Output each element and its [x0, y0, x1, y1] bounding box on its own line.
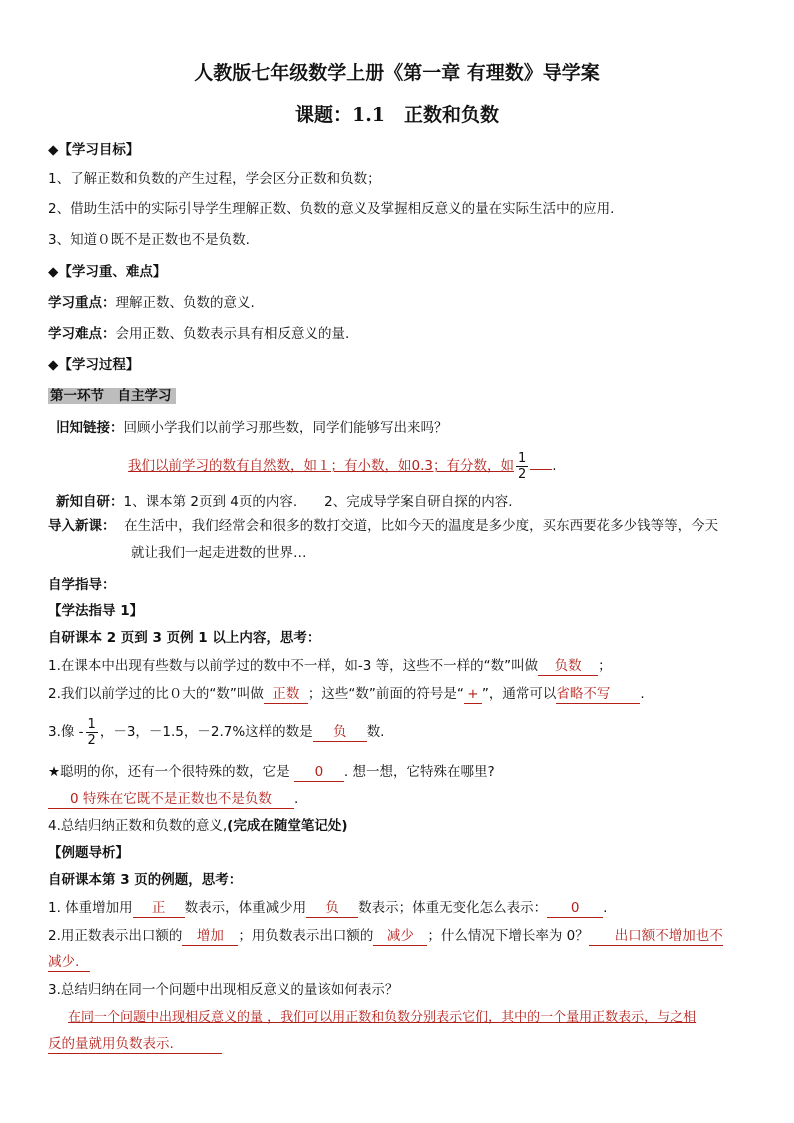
answer-blank: + — [464, 686, 482, 704]
difficult-point-label: 学习难点： — [48, 326, 116, 342]
document-title: 人教版七年级数学上册《第一章 有理数》导学案 — [194, 62, 600, 84]
key-point-text: 理解正数、负数的意义. — [115, 295, 255, 311]
star-question: ★聪明的你，还有一个很特殊的数，它是 0 . 想一想，它特殊在哪里? — [48, 764, 495, 780]
key-point-label: 学习重点： — [48, 295, 116, 311]
answer-blank: 正 — [133, 900, 185, 918]
answer-blank: 负 — [313, 724, 367, 742]
example-question-1: 1. 体重增加用 正 数表示，体重减少用 负 数表示；体重无变化怎么表示： 0 . — [48, 900, 608, 916]
answer-blank: 负 — [306, 900, 358, 918]
example-answer-3: 在同一个问题中出现相反意义的量 ，我们可以用正数和负数分别表示它们，其中的一个量用正数表示，与之相 — [68, 1010, 697, 1025]
process-heading: ◆【学习过程】 — [48, 357, 140, 373]
answer-blank: 出口额不增加也不 — [589, 928, 723, 946]
answer-blank: 减少 — [373, 928, 427, 946]
answer-blank: 省略不写 — [556, 686, 640, 704]
question-2: 2.我们以前学过的比０大的“数”叫做 正数 ；这些“数”前面的符号是“ + ”，通常可以省略不写 . — [48, 686, 645, 702]
review-answer-row: 我们以前学习的数有自然数，如１；有小数，如0.3；有分数，如 $\frac{1}{2}$ . — [128, 450, 557, 482]
star-answer-row: 0 特殊在它既不是正数也不是负数 . — [48, 789, 754, 809]
example-question-3: 3.总结归纳在同一个问题中出现相反意义的量该如何表示？ — [48, 982, 399, 998]
question-1: 1.在课本中出现有些数与以前学过的数中不一样，如-3 等，这些不一样的“数”叫做 负数 ； — [48, 658, 612, 674]
method-heading-1: 【学法指导 1】 — [48, 603, 144, 619]
example-question-2-continued — [48, 952, 754, 972]
review-text: 回顾小学我们以前学习那些数，同学们能够写出来吗？ — [123, 420, 448, 436]
answer-blank: 0 — [547, 900, 603, 918]
lesson-title: 课题：1.1 正数和负数 — [294, 104, 500, 126]
answer-blank: 0 特殊在它既不是正数也不是负数 — [48, 791, 294, 809]
goal-item: 3、知道０既不是正数也不是负数. — [48, 232, 250, 248]
new-knowledge-label: 新知自研： — [56, 494, 124, 510]
goals-heading: ◆【学习目标】 — [48, 142, 140, 158]
review-row — [56, 418, 754, 438]
example-heading: 【例题导析】 — [48, 845, 129, 861]
answer-blank: 正数 — [264, 686, 308, 704]
task-prompt-1: 自研课本 2 页到 3 页例 1 以上内容，思考： — [48, 630, 321, 646]
answer-blank: 0 — [294, 764, 344, 782]
review-answer: 我们以前学习的数有自然数，如１；有小数，如0.3；有分数，如 — [128, 458, 514, 474]
fraction-half: $\frac{1}{2}$ — [517, 450, 527, 482]
fraction-half: $\frac{1}{2}$ — [87, 716, 96, 748]
difficult-point-text: 会用正数、负数表示具有相反意义的量. — [115, 326, 350, 342]
answer-blank: 反的量就用负数表示. — [48, 1036, 222, 1054]
question-3: 3.像 - $\frac{1}{2}$ ，－3，－1.5，－2.7%这样的数是 负 数. — [48, 716, 385, 748]
goal-item: 1、了解正数和负数的产生过程，学会区分正数和负数； — [48, 171, 381, 187]
stage-bar: 第一环节 自主学习 — [48, 388, 176, 404]
focus-heading: ◆【学习重、难点】 — [48, 264, 167, 280]
answer-blank: 减少. — [48, 954, 90, 972]
key-point — [48, 293, 754, 313]
example-task: 自研课本第 3 页的例题，思考： — [48, 872, 243, 888]
intro-continued: 就让我们一起走进数的世界… — [131, 545, 307, 561]
new-knowledge-text: 1、课本第 2页到 4页的内容. 2、完成导学案自研自探的内容. — [123, 494, 513, 510]
answer-blank: 增加 — [182, 928, 238, 946]
intro-label: 导入新课： — [48, 518, 116, 534]
answer-blank: 负数 — [538, 658, 598, 676]
goal-item: 2、借助生活中的实际引导学生理解正数、负数的意义及掌握相反意义的量在实际生活中的应用. — [48, 201, 615, 217]
difficult-point — [48, 324, 754, 344]
stage-bar-row — [48, 386, 754, 406]
review-label: 旧知链接： — [56, 420, 124, 436]
guide-heading: 自学指导： — [48, 577, 116, 593]
example-answer-3-continued — [48, 1034, 754, 1054]
new-knowledge-row — [56, 492, 754, 512]
answer-blank — [530, 469, 552, 470]
intro-row — [48, 516, 754, 536]
example-question-2: 2.用正数表示出口额的 增加 ；用负数表示出口额的 减少 ；什么情况下增长率为 0？ 出口额不增加也不 — [48, 928, 723, 944]
intro-text: 在生活中，我们经常会和很多的数打交道，比如今天的温度是多少度，买东西要花多少钱等等，今天 — [124, 518, 719, 534]
question-4: 4.总结归纳正数和负数的意义,(完成在随堂笔记处) — [48, 818, 348, 834]
